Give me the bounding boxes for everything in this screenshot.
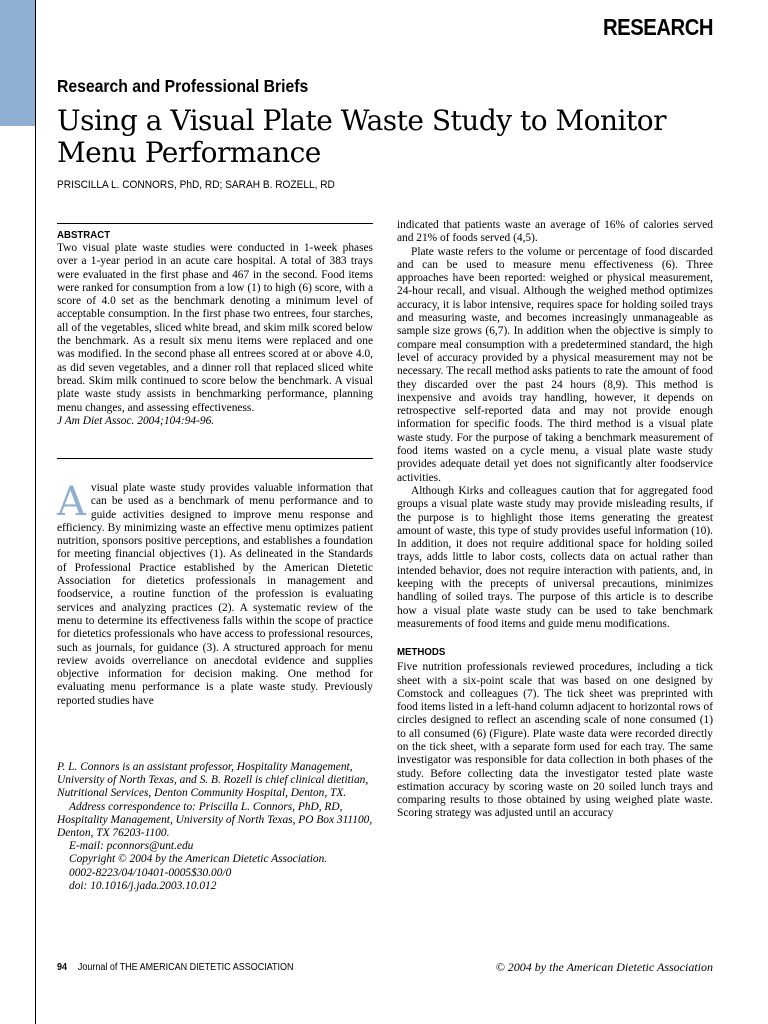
abstract-heading: ABSTRACT [57, 229, 111, 241]
footnote-copyright: Copyright © 2004 by the American Dietetic Association. [69, 853, 328, 866]
drop-cap: A [57, 479, 86, 525]
footnote-email: E-mail: pconnors@unt.edu [69, 840, 194, 853]
intro-paragraph [57, 479, 373, 708]
page-number: 94 [57, 962, 68, 973]
page-footer-left [57, 962, 294, 973]
footnote-correspondence: Address correspondence to: Priscilla L. Connors, PhD, RD, Hospitality Management, University of North Texas, PO Box 311100, Denton, TX 76203-1100. [57, 800, 373, 840]
abstract-block [57, 228, 373, 428]
methods-paragraph: Five nutrition professionals reviewed procedures, including a tick sheet with a six-point scale that was based on one designed by Comstock and colleagues (7). The tick sheet was preprinted with food items listed in a left-hand column adjacent to horizontal rows of circles designed to reflect an ascending scale of none consumed (1) to all consumed (6) (Figure). Plate waste data were recorded directly on the tick sheet, with a separate form used for each tray. The same investigator was responsible for data collection in both phases of the study. Before collecting data the investigator tested plate waste estimation accuracy by scoring waste on 20 soiled lunch trays and comparing results to those obtained by using weighed plate waste. Scoring strategy was adjusted until an accuracy [397, 661, 713, 820]
sidebar-color-block [0, 0, 35, 126]
article-authors: PRISCILLA L. CONNORS, PhD, RD; SARAH B. ROZELL, RD [57, 179, 335, 191]
article-kicker: Research and Professional Briefs [57, 76, 309, 96]
footnote-affiliations: P. L. Connors is an assistant professor, Hospitality Management, University of North Texas, and S. B. Rozell is chief clinical dietitian, Nutritional Services, Denton Community Hospital, Denton, TX. [57, 761, 369, 800]
footer-copyright: © 2004 by the American Dietetic Association [495, 960, 713, 974]
body-paragraph: indicated that patients waste an average of 16% of calories served and 21% of foods served (4,5). [397, 219, 713, 245]
footnote-doi: doi: 10.1016/j.jada.2003.10.012 [69, 879, 217, 892]
section-label: RESEARCH [602, 14, 713, 40]
intro-text: visual plate waste study provides valuable information that can be used as a benchmark of menu performance and to guide activities designed to improve menu response and efficiency. By minimizing waste an effective menu optimizes patient nutrition, sponsors positive perceptions, and establishes a foundation for meeting financial objectives (1). As delineated in the Standards of Professional Practice established by the American Dietetic Association for dietetics professionals in management and foodservice, a routine function of the profession is evaluating services and analyzing practices (2). A systematic review of the menu to determine its effectiveness falls within the scope of practice for dietetics professionals who have access to professional resources, such as journals, for guidance (3). A structured approach for menu review avoids overreliance on anecdotal evidence and supplies objective information for decision making. One method for evaluating menu performance is a plate waste study. Previously reported studies have [57, 482, 373, 707]
abstract-body: Two visual plate waste studies were conducted in 1-week phases over a 1-year period in an acute care hospital. A total of 383 trays were evaluated in the first phase and 467 in the second. Food items were ranked for consumption from a low (1) to high (6) score, with a score of 4.0 set as the benchmark denoting a minimum level of acceptable consumption. In the first phase two entrees, four starches, all of the vegetables, sliced white bread, and skim milk scored below the benchmark. As a result six menu items were replaced and one was modified. In the second phase all entrees scored at or above 4.0, as did seven vegetables, and a dinner roll that replaced sliced white bread. Skim milk continued to score below the benchmark. A visual plate waste study assists in benchmarking performance, planning menu changes, and assessing effectiveness. [57, 242, 373, 414]
author-footnote [57, 761, 373, 893]
abstract-citation: J Am Diet Assoc. 2004;104:94-96. [57, 414, 215, 427]
footnote-issn: 0002-8223/04/10401-0005$30.00/0 [69, 866, 232, 879]
article-title: Using a Visual Plate Waste Study to Monitor Menu Performance [57, 104, 666, 169]
methods-heading: METHODS [397, 646, 446, 659]
body-paragraph: Plate waste refers to the volume or percentage of food discarded and can be used to measure menu effectiveness (6). Three approaches have been reported: weighed or physical measurement, 24-hour recall, and visual. Although the weighed method optimizes accuracy, it is labor intensive, requires space for holding soiled trays and measuring waste, and becomes increasingly unmanageable as sample size grows (6,7). In addition when the objective is simply to compare meal consumption with a predetermined standard, the high level of accuracy provided by a physical measurement may not be necessary. The recall method asks patients to rate the amount of food they discarded over the past 24 hours (8,9). This method is inexpensive and avoids tray handling, however, it depends on retrospective self-reported data and may not provide enough information for specific foods. The third method is a visual plate waste study. For the purpose of taking a benchmark measurement of food items wasted on a cycle menu, a visual plate waste study provides adequate detail yet does not significantly alter foodservice activities. [397, 245, 713, 484]
abstract-top-rule [57, 223, 373, 224]
intro-block [57, 479, 373, 708]
page-footer-right [496, 960, 713, 975]
abstract-bottom-rule [57, 458, 373, 459]
right-column [397, 219, 713, 821]
body-paragraph: Although Kirks and colleagues caution that for aggregated food groups a visual plate waste study may provide misleading results, if the purpose is to highlight those items generating the greatest amount of waste, this type of study provides useful information (10). In addition, it does not require additional space for holding soiled trays, adds little to labor costs, collects data on actual rather than intended behavior, does not require interaction with patients, and, in keeping with the precepts of universal precautions, minimizes handling of soiled trays. The purpose of this article is to describe how a visual plate waste study can be used to take benchmark measurements of food items and guide menu modifications. [397, 484, 713, 630]
sidebar-divider [35, 0, 36, 1024]
journal-name: Journal of THE AMERICAN DIETETIC ASSOCIATION [77, 962, 294, 973]
